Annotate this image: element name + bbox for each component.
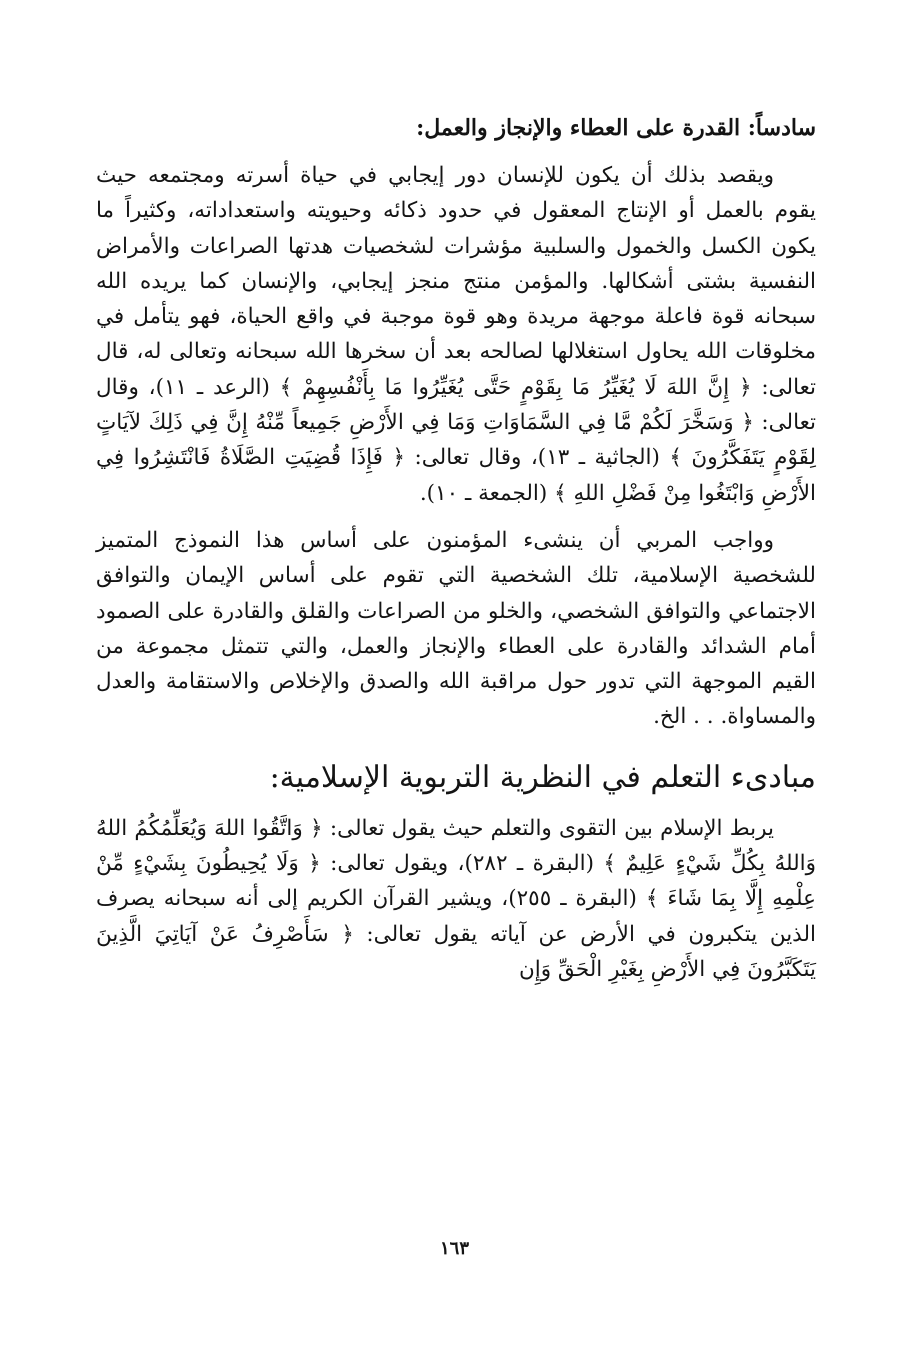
section-heading: سادساً: القدرة على العطاء والإنجاز والعمل:: [416, 115, 816, 141]
document-page: [96, 100, 816, 1340]
paragraph: وواجب المربي أن ينشىء المؤمنون على أساس هذا النموذج المتميز للشخصية الإسلامية، تلك الشخصية التي تقوم على أساس الإيمان والتوافق الاجتماعي والتوافق الشخصي، والخلو من الصراعات والقلق والقادرة على الصمود أمام الشدائد والقادرة على العطاء والإنجاز والعمل، والتي تتمثل مجموعة من القيم الموجهة التي تدور حول مراقبة الله والصدق والإخلاص والاستقامة والعدل والمساواة. . . الخ.: [96, 527, 816, 730]
paragraph: يربط الإسلام بين التقوى والتعلم حيث يقول تعالى: ﴿ وَاتَّقُوا اللهَ وَيُعَلِّمُكُمُ اللهُ وَاللهُ بِكُلِّ شَيْءٍ عَلِيمٌ ﴾ (البقرة ـ ٢٨٢)، ويقول تعالى: ﴿ وَلَا يُحِيطُونَ بِشَيْءٍ مِّنْ عِلْمِهِ إِلَّا بِمَا شَاءَ ﴾ (البقرة ـ ٢٥٥)، ويشير القرآن الكريم إلى أنه سبحانه يصرف الذين يتكبرون في الأرض عن آياته يقول تعالى: ﴿ سَأَصْرِفُ عَنْ آيَاتِيَ الَّذِينَ يَتَكَبَّرُونَ فِي الأَرْضِ بِغَيْرِ الْحَقِّ وَإِن: [96, 815, 816, 982]
page-number: ١٦٣: [439, 1238, 469, 1259]
paragraph: ويقصد بذلك أن يكون للإنسان دور إيجابي في حياة أسرته ومجتمعه حيث يقوم بالعمل أو الإنتاج المعقول في حدود ذكائه وحيويته واستعداداته، وكثيراً ما يكون الكسل والخمول والسلبية مؤشرات لشخصيات هدتها الصراعات والأمراض النفسية بشتى أشكالها. والمؤمن منتج منجز إيجابي، والإنسان كما يريده الله سبحانه قوة فاعلة موجهة مريدة وهو قوة موجبة في واقع الحياة، فهو يتأمل في مخلوقات الله يحاول استغلالها لصالحه بعد أن سخرها الله سبحانه وتعالى له، قال تعالى: ﴿ إِنَّ اللهَ لَا يُغَيِّرُ مَا بِقَوْمٍ حَتَّى يُغَيِّرُوا مَا بِأَنْفُسِهِمْ ﴾ (الرعد ـ ١١)، وقال تعالى: ﴿ وَسَخَّرَ لَكُمْ مَّا فِي السَّمَاوَاتِ وَمَا فِي الأَرْضِ جَمِيعاً مِّنْهُ إِنَّ فِي ذَلِكَ لآيَاتٍ لِقَوْمٍ يَتَفَكَّرُونَ ﴾ (الجاثية ـ ١٣)، وقال تعالى: ﴿ فَإِذَا قُضِيَتِ الصَّلَاةُ فَانْتَشِرُوا فِي الأَرْضِ وَابْتَغُوا مِنْ فَضْلِ اللهِ ﴾ (الجمعة ـ ١٠).: [96, 163, 816, 506]
main-heading: مبادىء التعلم في النظرية التربوية الإسلامية:: [269, 759, 816, 795]
